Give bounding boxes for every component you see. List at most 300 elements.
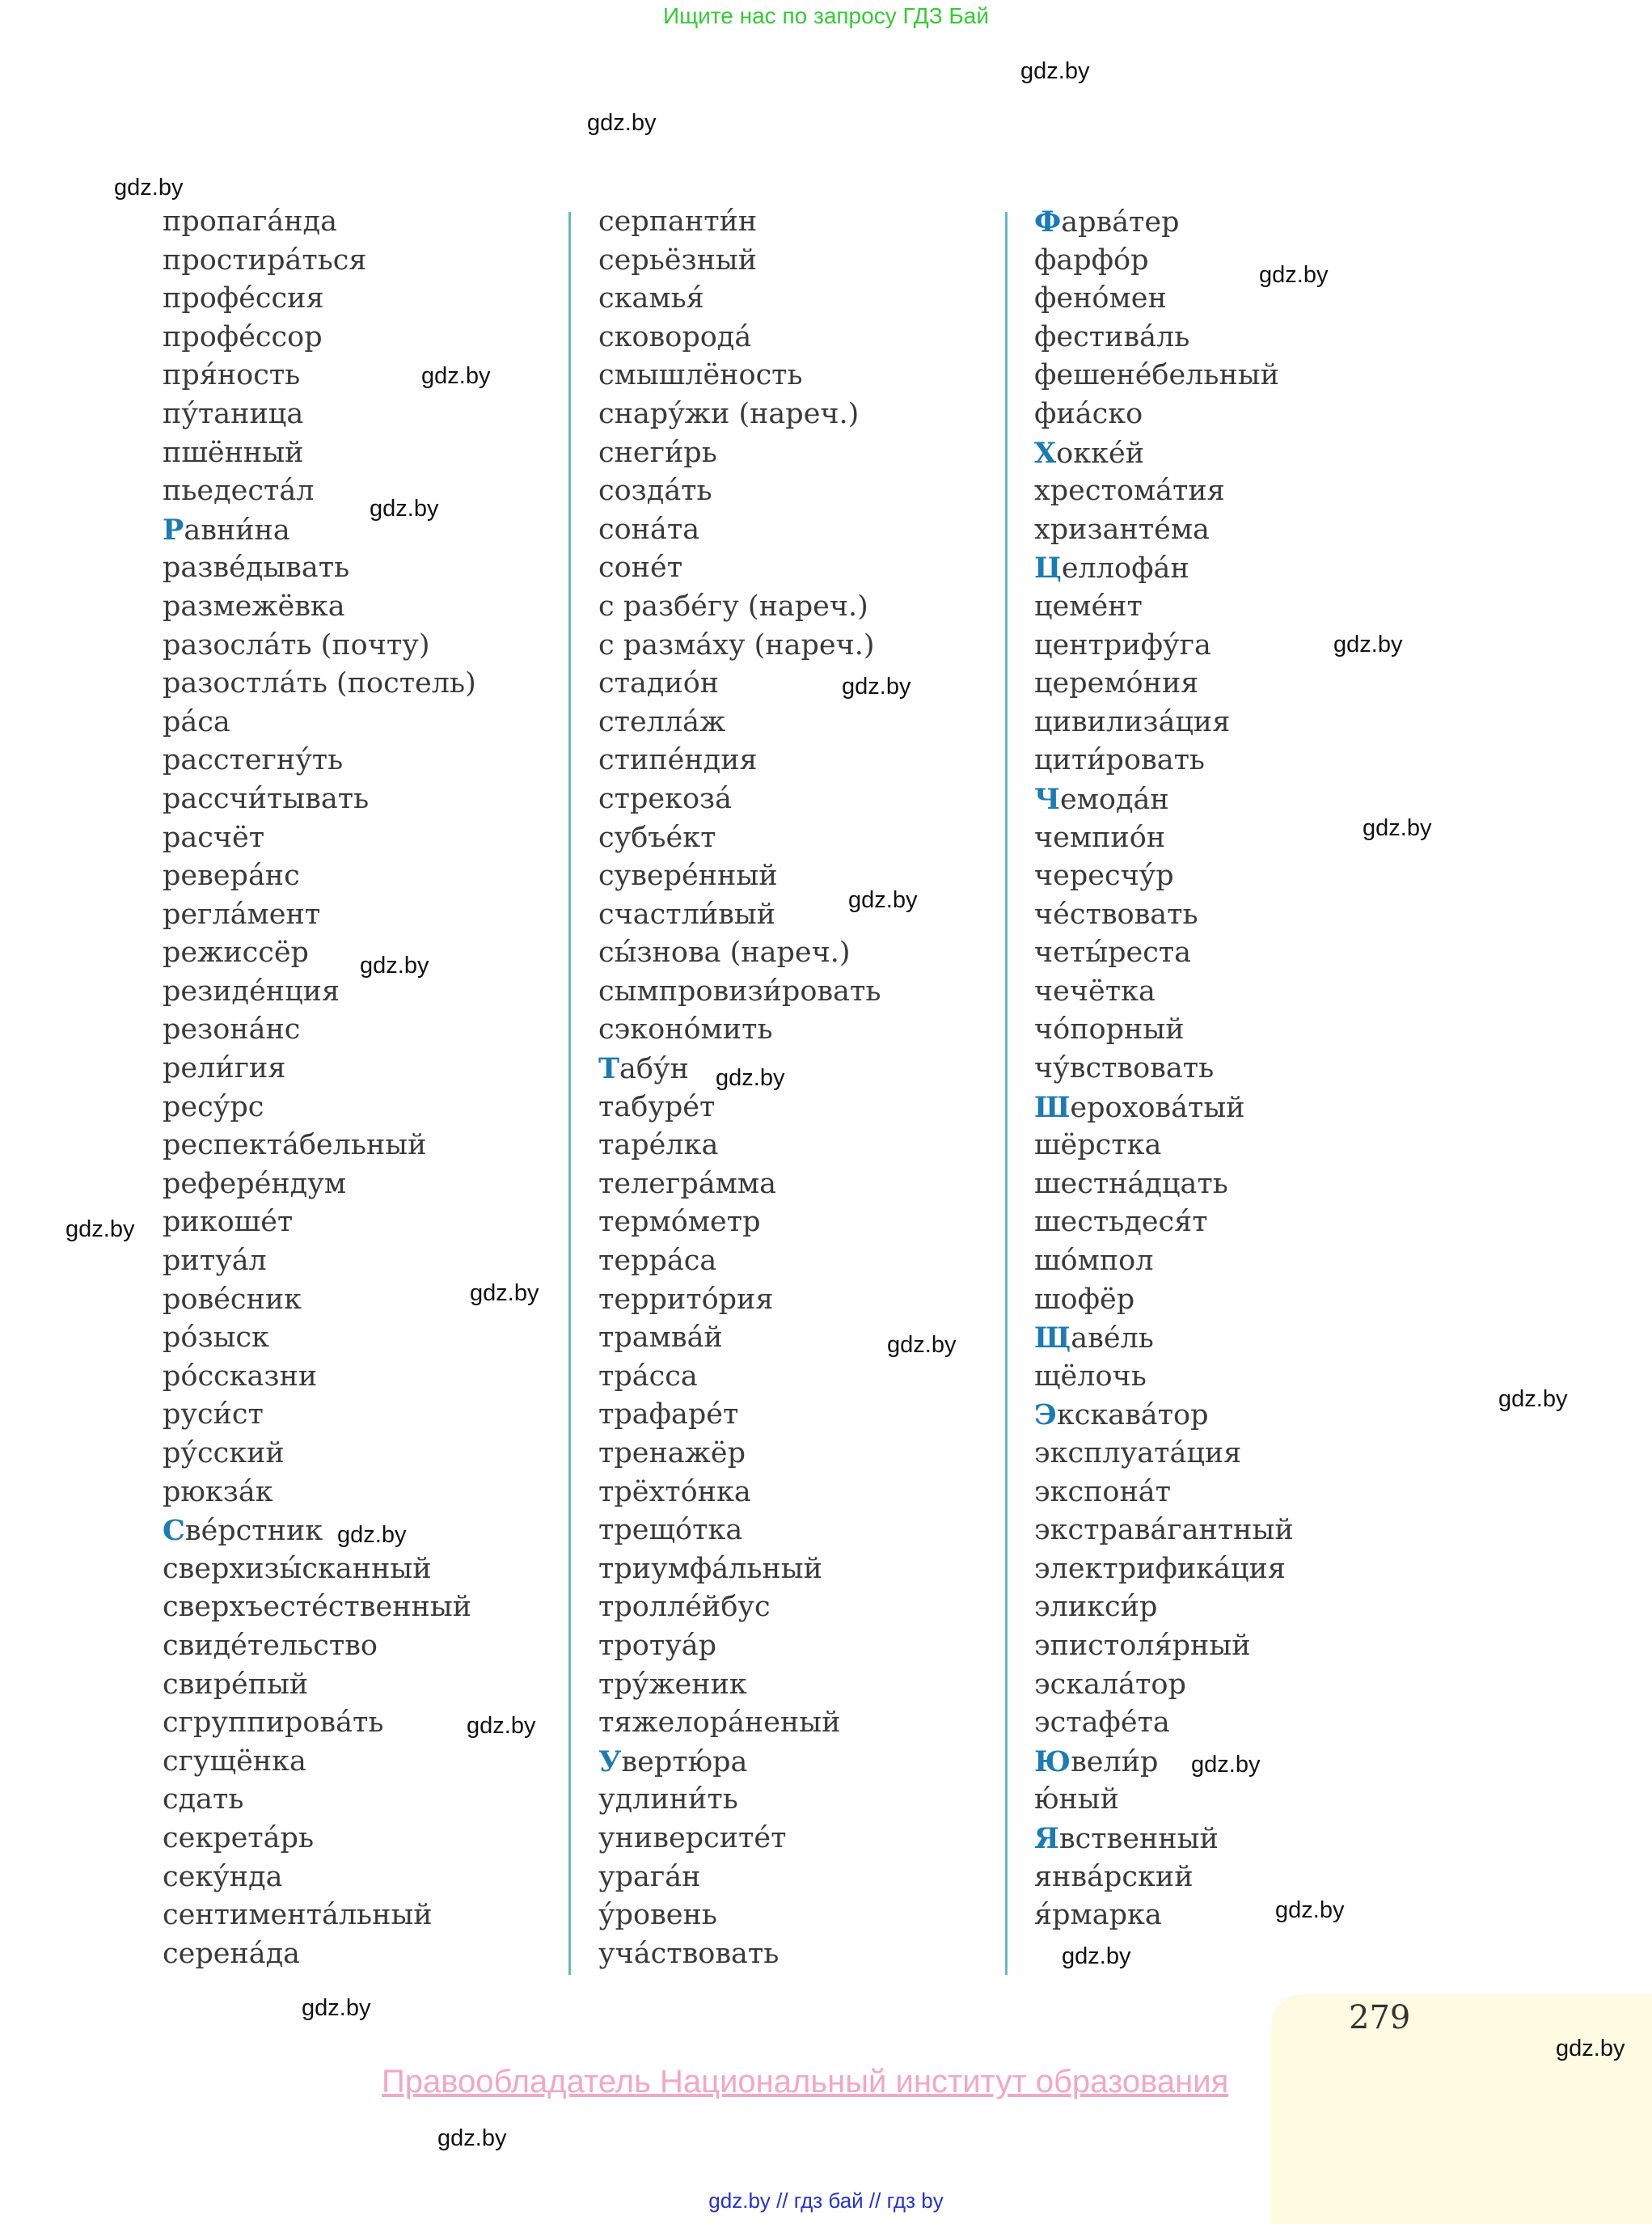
word-text: террито́рия (598, 1283, 774, 1316)
word-text: цеме́нт (1034, 590, 1143, 623)
word-text: стелла́ж (598, 705, 726, 738)
word-text: ве́рстник (184, 1515, 323, 1548)
dictionary-word (163, 319, 476, 357)
dictionary-word (1034, 819, 1294, 858)
word-text: хризанте́ма (1034, 513, 1210, 546)
dictionary-word (598, 588, 881, 627)
dictionary-word (598, 1281, 881, 1320)
dictionary-word (1034, 1050, 1294, 1089)
dictionary-word (1034, 1627, 1294, 1666)
word-text: профе́ссия (163, 282, 324, 315)
column-divider (1005, 212, 1008, 1975)
word-text: пьедеста́л (163, 475, 315, 508)
watermark: gdz.by (337, 1522, 407, 1548)
word-text: эпистоля́рный (1034, 1629, 1251, 1662)
dictionary-word (163, 627, 476, 666)
word-text: сона́та (598, 513, 700, 546)
word-text: сымпровизи́ровать (598, 975, 881, 1008)
word-text: арва́тер (1061, 206, 1180, 239)
word-text: шестна́дцать (1034, 1167, 1228, 1200)
dictionary-word (598, 1743, 881, 1782)
copyright-link[interactable]: Правообладатель Национальный институт образования (382, 2064, 1229, 2099)
dictionary-word (598, 1627, 881, 1666)
watermark: gdz.by (470, 1280, 539, 1306)
word-text: трамва́й (598, 1321, 723, 1355)
word-text: счастли́вый (598, 898, 776, 931)
word-text: сверхизы́сканный (163, 1552, 432, 1585)
dictionary-word (1034, 1242, 1294, 1281)
word-text: эксплуата́ция (1034, 1437, 1242, 1469)
dictionary-word (163, 203, 476, 242)
watermark: gdz.by (716, 1065, 785, 1091)
word-text: соне́т (598, 552, 683, 585)
word-text: фестива́ль (1034, 320, 1190, 353)
dictionary-word (163, 1666, 476, 1705)
watermark: gdz.by (1259, 262, 1329, 288)
word-text: рассчи́тывать (163, 782, 370, 815)
word-text: электрифика́ция (1034, 1552, 1286, 1585)
section-initial-letter: Ш (1034, 1090, 1071, 1124)
word-text: чересчу́р (1034, 860, 1174, 893)
word-text: рефере́ндум (163, 1167, 347, 1200)
word-text: тяжелора́неный (598, 1706, 841, 1740)
word-text: чу́вствовать (1034, 1052, 1215, 1085)
word-text: снару́жи (нареч.) (598, 397, 860, 430)
word-text: цити́ровать (1034, 744, 1205, 777)
word-text: аве́ль (1071, 1322, 1154, 1355)
dictionary-word (1034, 319, 1294, 357)
dictionary-word (598, 511, 881, 550)
dictionary-word (1034, 1165, 1294, 1204)
dictionary-word (598, 395, 881, 434)
word-text: резиде́нция (163, 975, 340, 1008)
dictionary-word (1034, 1550, 1294, 1589)
word-text: трещо́тка (598, 1514, 743, 1547)
dictionary-word (163, 395, 476, 434)
dictionary-word (163, 434, 476, 473)
word-text: цивилиза́ция (1034, 705, 1231, 738)
word-text: университе́т (598, 1821, 787, 1854)
section-initial-letter: Х (1034, 436, 1057, 470)
dictionary-word (598, 472, 881, 511)
dictionary-word (1034, 627, 1294, 666)
word-column-3 (1034, 203, 1294, 1935)
dictionary-word (163, 704, 476, 742)
dictionary-word (1034, 896, 1294, 935)
word-text: я́рмарка (1034, 1899, 1162, 1932)
word-text: эстафе́та (1034, 1706, 1170, 1740)
word-text: серьёзный (598, 243, 758, 277)
word-text: у́ровень (598, 1899, 717, 1932)
dictionary-word (598, 1781, 881, 1820)
word-text: резона́нс (163, 1013, 301, 1046)
watermark: gdz.by (360, 953, 429, 979)
dictionary-word (598, 549, 881, 588)
section-initial-letter: Ц (1034, 552, 1062, 586)
word-text: шо́мпол (1034, 1245, 1154, 1278)
word-text: стадио́н (598, 667, 720, 700)
dictionary-word (1034, 1474, 1294, 1512)
section-initial-letter: Я (1034, 1821, 1059, 1855)
dictionary-word (163, 588, 476, 627)
word-text: ресу́рс (163, 1090, 264, 1123)
dictionary-word (598, 1089, 881, 1127)
watermark: gdz.by (842, 674, 911, 700)
word-text: рюкза́к (163, 1475, 273, 1508)
dictionary-word (163, 1242, 476, 1281)
footer-links: gdz.by // гдз бай // гдз by (708, 2188, 944, 2213)
dictionary-word (1034, 472, 1294, 511)
word-text: созда́ть (598, 475, 712, 508)
dictionary-word (598, 1935, 881, 1974)
word-text: вели́р (1071, 1745, 1159, 1778)
section-initial-letter: С (163, 1514, 185, 1548)
dictionary-word (163, 1435, 476, 1474)
word-text: сковорода́ (598, 320, 752, 353)
word-text: вертю́ра (621, 1745, 748, 1778)
dictionary-word (598, 1704, 881, 1743)
dictionary-word (1034, 1858, 1294, 1897)
word-text: тротуа́р (598, 1629, 717, 1662)
word-text: термо́метр (598, 1206, 761, 1239)
dictionary-word (163, 896, 476, 935)
dictionary-word (598, 1896, 881, 1935)
section-initial-letter: У (598, 1744, 622, 1778)
word-text: профе́ссор (163, 320, 323, 353)
word-text: емода́н (1059, 783, 1169, 816)
word-text: ру́сский (163, 1437, 285, 1469)
dictionary-word (598, 1588, 881, 1627)
word-text: стипе́ндия (598, 744, 758, 777)
word-text: терра́са (598, 1245, 717, 1278)
dictionary-word (1034, 1820, 1294, 1858)
dictionary-word (598, 1011, 881, 1050)
word-text: ра́са (163, 705, 230, 738)
word-text: расстегну́ть (163, 744, 344, 777)
dictionary-word (163, 1396, 476, 1435)
dictionary-word (1034, 1666, 1294, 1705)
section-initial-letter: Щ (1034, 1321, 1071, 1355)
section-initial-letter: Т (598, 1052, 620, 1086)
dictionary-word (163, 1127, 476, 1165)
word-text: скамья́ (598, 282, 704, 315)
watermark: gdz.by (1556, 2036, 1625, 2061)
watermark: gdz.by (114, 175, 184, 201)
word-text: тролле́йбус (598, 1591, 771, 1624)
word-text: триумфа́льный (598, 1552, 822, 1585)
section-initial-letter: Р (163, 513, 184, 547)
word-text: еллофа́н (1061, 552, 1189, 586)
word-text: рели́гия (163, 1052, 286, 1085)
word-text: сы́знова (нареч.) (598, 937, 851, 970)
word-text: шестьдеся́т (1034, 1206, 1208, 1239)
dictionary-word (598, 1550, 881, 1589)
word-text: регла́мент (163, 898, 321, 931)
word-text: чемпио́н (1034, 821, 1166, 854)
word-text: шофёр (1034, 1283, 1135, 1316)
dictionary-word (1034, 780, 1294, 819)
dictionary-word (1034, 1588, 1294, 1627)
dictionary-word (1034, 857, 1294, 896)
dictionary-word (598, 1127, 881, 1165)
word-text: тру́женик (598, 1668, 747, 1701)
watermark: gdz.by (302, 1995, 371, 2021)
word-text: сгущёнка (163, 1744, 306, 1778)
dictionary-word (1034, 280, 1294, 319)
dictionary-word (1034, 1319, 1294, 1358)
dictionary-word (598, 1666, 881, 1705)
watermark: gdz.by (1363, 815, 1432, 841)
word-text: трафаре́т (598, 1398, 739, 1431)
dictionary-word (1034, 395, 1294, 434)
word-text: ерохова́тый (1070, 1091, 1245, 1124)
word-text: чечётка (1034, 975, 1156, 1008)
dictionary-word (1034, 588, 1294, 627)
dictionary-word (1034, 1896, 1294, 1935)
watermark: gdz.by (421, 363, 491, 389)
dictionary-word (598, 319, 881, 357)
watermark: gdz.by (848, 887, 918, 913)
word-text: центрифу́га (1034, 628, 1211, 662)
dictionary-word (163, 857, 476, 896)
dictionary-word (1034, 1358, 1294, 1397)
word-column-1 (163, 203, 476, 1973)
dictionary-word (1034, 1435, 1294, 1474)
word-text: че́ствовать (1034, 898, 1198, 931)
word-text: табуре́т (598, 1090, 716, 1123)
word-text: снеги́рь (598, 436, 717, 469)
word-text: фешене́бельный (1034, 359, 1279, 392)
word-text: кскава́тор (1056, 1399, 1209, 1432)
word-text: пшённый (163, 436, 304, 469)
watermark: gdz.by (437, 2125, 507, 2151)
dictionary-word (163, 819, 476, 858)
word-text: фено́мен (1034, 282, 1167, 315)
word-text: секрета́рь (163, 1821, 314, 1854)
dictionary-word (598, 357, 881, 395)
word-text: сэконо́мить (598, 1013, 773, 1046)
word-text: серена́да (163, 1937, 301, 1970)
dictionary-word (1034, 742, 1294, 780)
dictionary-word (598, 242, 881, 281)
dictionary-word (598, 1242, 881, 1281)
word-text: шёрстка (1034, 1129, 1162, 1162)
word-text: церемо́ния (1034, 667, 1199, 700)
word-text: режиссёр (163, 937, 309, 970)
dictionary-word (598, 742, 881, 780)
word-text: чо́порный (1034, 1013, 1185, 1046)
dictionary-word (1034, 704, 1294, 742)
dictionary-word (1034, 242, 1294, 281)
page-number: 279 (1349, 1999, 1411, 2036)
word-text: телегра́мма (598, 1167, 776, 1200)
word-text: экстрава́гантный (1034, 1514, 1294, 1547)
dictionary-word (163, 1550, 476, 1589)
dictionary-word (163, 1165, 476, 1204)
word-text: удлини́ть (598, 1783, 738, 1816)
dictionary-word (1034, 1512, 1294, 1550)
watermark: gdz.by (1062, 1943, 1131, 1969)
dictionary-word (1034, 1396, 1294, 1435)
word-text: ро́зыск (163, 1321, 269, 1355)
dictionary-word (598, 1165, 881, 1204)
dictionary-word (598, 1396, 881, 1435)
word-text: с разбе́гу (нареч.) (598, 590, 868, 623)
word-text: ревера́нс (163, 860, 300, 893)
dictionary-word (1034, 665, 1294, 704)
word-text: окке́й (1056, 437, 1145, 470)
dictionary-word (163, 665, 476, 704)
word-text: абу́н (619, 1053, 689, 1086)
word-text: пропага́нда (163, 205, 337, 238)
dictionary-word (1034, 1281, 1294, 1320)
dictionary-word (163, 1627, 476, 1666)
word-text: эликси́р (1034, 1591, 1158, 1624)
watermark: gdz.by (1498, 1386, 1568, 1412)
dictionary-word (598, 1435, 881, 1474)
watermark: gdz.by (1020, 58, 1090, 84)
dictionary-word (163, 780, 476, 819)
dictionary-word (163, 1203, 476, 1242)
dictionary-word (163, 1896, 476, 1935)
word-text: свире́пый (163, 1668, 309, 1701)
dictionary-word (163, 1820, 476, 1858)
dictionary-word (163, 1050, 476, 1089)
dictionary-word (163, 934, 476, 973)
word-text: серпанти́н (598, 205, 758, 238)
word-text: свиде́тельство (163, 1629, 378, 1662)
section-initial-letter: Ч (1034, 782, 1060, 816)
dictionary-word (1034, 511, 1294, 550)
word-text: стрекоза́ (598, 782, 732, 815)
word-text: щёлочь (1034, 1359, 1147, 1393)
word-text: уча́ствовать (598, 1937, 780, 1970)
dictionary-word (163, 1858, 476, 1897)
word-text: тра́сса (598, 1359, 698, 1393)
watermark: gdz.by (887, 1332, 957, 1358)
watermark: gdz.by (1191, 1752, 1261, 1778)
dictionary-word (163, 1319, 476, 1358)
word-text: пу́таница (163, 397, 304, 430)
watermark: gdz.by (370, 496, 439, 522)
top-banner: Ищите нас по запросу ГДЗ Бай (662, 3, 990, 28)
dictionary-word (1034, 1704, 1294, 1743)
dictionary-word (1034, 357, 1294, 395)
dictionary-word (1034, 1127, 1294, 1165)
dictionary-word (163, 1935, 476, 1974)
section-initial-letter: Ф (1034, 205, 1062, 239)
dictionary-word (163, 1588, 476, 1627)
word-text: сентимента́льный (163, 1899, 433, 1932)
word-text: секу́нда (163, 1860, 283, 1893)
dictionary-word (163, 742, 476, 780)
word-text: расчёт (163, 821, 265, 854)
dictionary-word (163, 1011, 476, 1050)
word-text: субъе́кт (598, 821, 716, 854)
word-text: авни́на (184, 514, 290, 547)
section-initial-letter: Ю (1034, 1744, 1071, 1778)
column-divider (568, 212, 571, 1975)
dictionary-word (598, 1203, 881, 1242)
word-text: фарфо́р (1034, 243, 1149, 277)
dictionary-word (598, 780, 881, 819)
watermark: gdz.by (65, 1216, 135, 1242)
word-text: вственный (1058, 1822, 1219, 1855)
dictionary-word (163, 549, 476, 588)
dictionary-word (598, 896, 881, 935)
dictionary-word (163, 1089, 476, 1127)
word-text: пря́ность (163, 359, 301, 392)
word-text: ритуа́л (163, 1245, 267, 1278)
watermark: gdz.by (1333, 632, 1403, 657)
word-text: респекта́бельный (163, 1129, 427, 1162)
dictionary-word (163, 1512, 476, 1550)
word-text: янва́рский (1034, 1860, 1194, 1893)
word-text: фиа́ско (1034, 397, 1143, 430)
dictionary-word (598, 665, 881, 704)
dictionary-word (598, 934, 881, 973)
word-text: рикоше́т (163, 1206, 294, 1239)
word-text: размежёвка (163, 590, 345, 623)
dictionary-word (598, 1820, 881, 1858)
dictionary-word (598, 1858, 881, 1897)
dictionary-word (1034, 1089, 1294, 1127)
dictionary-word (598, 857, 881, 896)
dictionary-word (598, 1358, 881, 1397)
word-text: таре́лка (598, 1129, 719, 1162)
dictionary-word (598, 1319, 881, 1358)
dictionary-word (598, 704, 881, 742)
word-text: сувере́нный (598, 860, 778, 893)
dictionary-word (1034, 934, 1294, 973)
dictionary-word (598, 627, 881, 666)
dictionary-word (1034, 203, 1294, 242)
dictionary-word (1034, 973, 1294, 1012)
dictionary-word (598, 434, 881, 473)
dictionary-word (163, 1474, 476, 1512)
word-text: простира́ться (163, 243, 367, 277)
dictionary-word (163, 242, 476, 281)
dictionary-word (1034, 1011, 1294, 1050)
word-text: ю́ный (1034, 1783, 1119, 1816)
word-text: сверхъесте́ственный (163, 1591, 472, 1624)
watermark: gdz.by (467, 1713, 536, 1739)
word-text: эскала́тор (1034, 1668, 1186, 1701)
word-text: сдать (163, 1783, 244, 1816)
dictionary-word (163, 1704, 476, 1743)
dictionary-word (598, 1512, 881, 1550)
dictionary-word (1034, 549, 1294, 588)
dictionary-word (598, 203, 881, 242)
dictionary-word (598, 819, 881, 858)
word-text: четы́реста (1034, 937, 1192, 970)
word-text: разосла́ть (почту) (163, 628, 430, 662)
watermark: gdz.by (1275, 1897, 1345, 1923)
dictionary-word (163, 1358, 476, 1397)
word-text: смышлёность (598, 359, 803, 392)
word-text: сгруппирова́ть (163, 1706, 384, 1740)
dictionary-word (598, 280, 881, 319)
section-initial-letter: Э (1034, 1398, 1057, 1432)
word-text: разостла́ть (постель) (163, 667, 476, 700)
word-text: разве́дывать (163, 552, 350, 585)
dictionary-word (163, 1743, 476, 1782)
word-text: тренажёр (598, 1437, 746, 1469)
dictionary-word (163, 280, 476, 319)
word-text: трёхто́нка (598, 1475, 751, 1508)
word-text: хрестома́тия (1034, 475, 1225, 508)
dictionary-word (598, 973, 881, 1012)
